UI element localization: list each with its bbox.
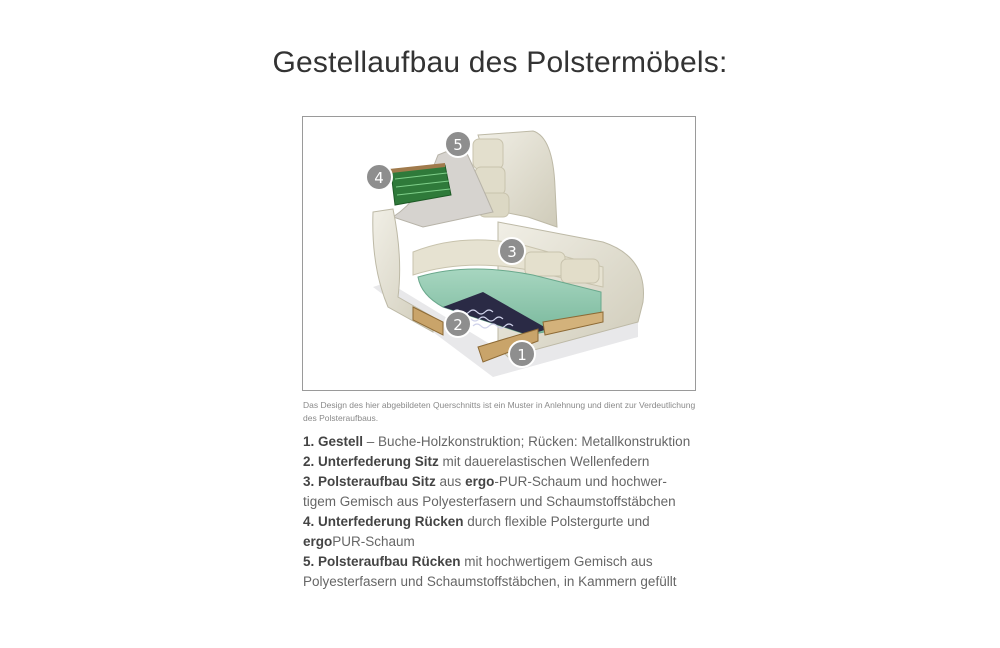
sofa-cross-section-illustration [303,117,695,390]
list-item-4: 4. Unterfederung Rücken durch flexible Polstergurte und [303,514,650,529]
svg-text:4: 4 [374,169,384,187]
figure-caption: Das Design des hier abgebildeten Querschnitts ist ein Muster in Anlehnung und dient zur Verdeutlichung des Polsteraufbaus. [303,400,696,423]
svg-text:2: 2 [453,316,463,334]
list-item-4-continued: ergoPUR-Schaum [303,534,415,549]
marker-4 [366,164,392,190]
list-item-1: 1. Gestell – Buche-Holzkonstruktion; Rücken: Metallkonstruktion [303,434,691,449]
list-item-5: 5. Polsteraufbau Rücken mit hochwertigem Gemisch aus [303,554,653,569]
list-item-3-continued: tigem Gemisch aus Polyesterfasern und Schaumstoffstäbchen [303,494,676,509]
marker-1 [509,341,535,367]
svg-text:3: 3 [507,243,517,261]
marker-2 [445,311,471,337]
svg-text:1: 1 [517,346,527,364]
construction-list [303,432,723,592]
page-title: Gestellaufbau des Polstermöbels: [272,46,728,79]
list-item-5-continued: Polyesterfasern und Schaumstoffstäbchen, in Kammern gefüllt [303,574,677,589]
list-item-2: 2. Unterfederung Sitz mit dauerelastischen Wellenfedern [303,454,650,469]
marker-5 [445,131,471,157]
list-item-3: 3. Polsteraufbau Sitz aus ergo-PUR-Schaum und hochwer- [303,474,667,489]
svg-text:5: 5 [453,136,463,154]
marker-3 [499,238,525,264]
sofa-cross-section-figure [302,116,696,391]
